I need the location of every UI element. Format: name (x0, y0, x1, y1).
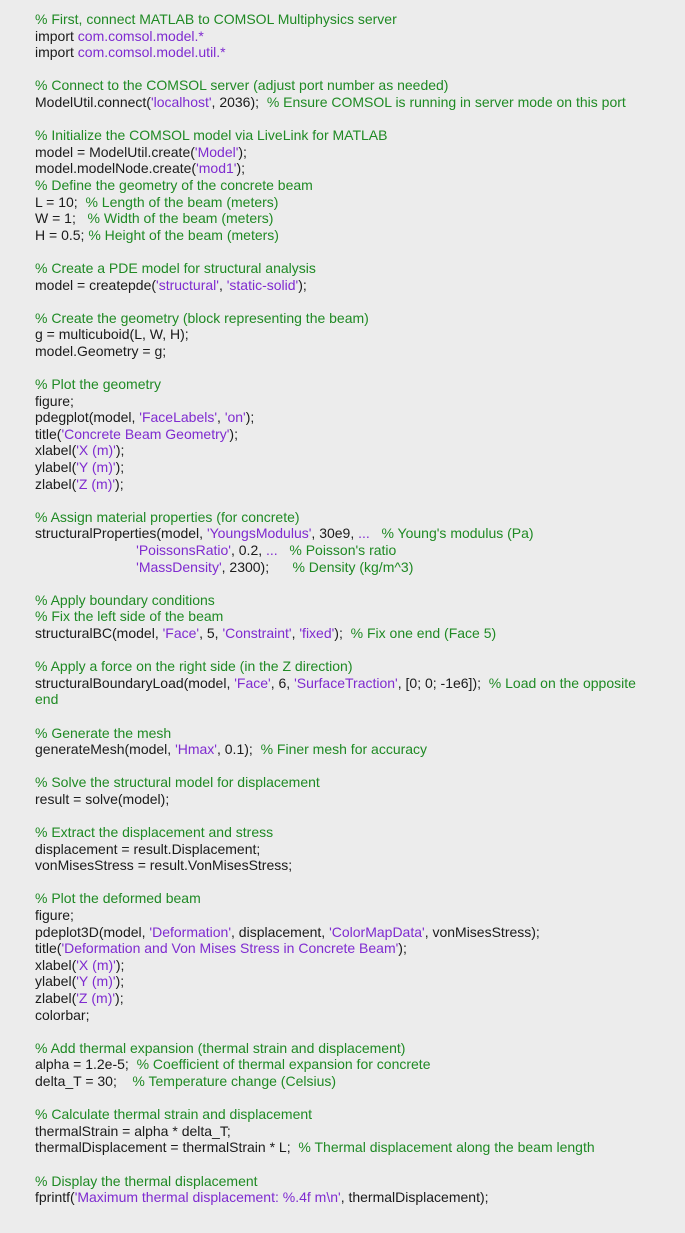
code-token: import (35, 44, 78, 61)
string-token: 'on' (224, 409, 246, 426)
comment-token: % Finer mesh for accuracy (260, 741, 428, 758)
code-line (35, 725, 685, 742)
blank-line (35, 808, 685, 825)
string-token: 'MassDensity' (136, 558, 222, 575)
comment-token: % Add thermal expansion (thermal strain and displacement) (35, 1039, 406, 1056)
code-line (35, 1173, 685, 1190)
string-token: 'X (m)' (76, 956, 116, 973)
code-line (35, 774, 685, 791)
blank-line (35, 492, 685, 509)
code-token: , 5, (199, 624, 223, 641)
string-token: 'Hmax' (175, 741, 217, 758)
code-line (35, 160, 685, 177)
string-token: com.comsol.model.util.* (77, 44, 226, 61)
comment-token: % Display the thermal displacement (35, 1172, 258, 1189)
code-line (35, 442, 685, 459)
code-line (35, 857, 685, 874)
code-line (35, 409, 685, 426)
code-line (35, 227, 685, 244)
string-token: 'structural' (156, 276, 219, 293)
code-line (35, 459, 685, 476)
string-token: ... (358, 525, 370, 542)
code-token: model = createpde( (35, 276, 157, 293)
code-line (35, 559, 685, 576)
code-token: ); (115, 475, 124, 492)
code-line (35, 824, 685, 841)
code-token: result = solve(model); (35, 790, 170, 807)
code-token: , [0; 0; -1e6]); (397, 674, 489, 691)
code-line (35, 907, 685, 924)
code-line (35, 177, 685, 194)
code-line (35, 1007, 685, 1024)
code-token: , 30e9, (311, 525, 359, 542)
code-line (35, 343, 685, 360)
code-line (35, 260, 685, 277)
comment-token: % Apply boundary conditions (35, 591, 215, 608)
comment-token: % Initialize the COMSOL model via LiveLink for MATLAB (35, 127, 388, 144)
code-token: ); (236, 160, 246, 177)
blank-line (35, 293, 685, 310)
comment-token: % Length of the beam (meters) (85, 193, 279, 210)
code-line (35, 691, 685, 708)
blank-line (35, 708, 685, 725)
code-token: , displacement, (231, 923, 330, 940)
code-token: pdeplot3D(model, (35, 923, 150, 940)
code-line (35, 1189, 685, 1206)
string-token: 'static-solid' (226, 276, 299, 293)
comment-token: % Temperature change (Celsius) (132, 1073, 337, 1089)
code-token: ylabel( (35, 973, 77, 990)
code-line (35, 310, 685, 327)
code-token: ); (398, 940, 407, 957)
string-token: 'Face' (162, 624, 200, 641)
comment-token: % Extract the displacement and stress (35, 824, 274, 841)
code-line (35, 924, 685, 941)
code-line (35, 28, 685, 45)
code-line (35, 841, 685, 858)
code-line (35, 426, 685, 443)
string-token: 'ColorMapData' (329, 923, 425, 940)
code-line (35, 376, 685, 393)
code-token: delta_T = 30; (35, 1073, 133, 1089)
string-token: 'localhost' (150, 93, 212, 110)
code-token: model = ModelUtil.create( (35, 143, 195, 160)
code-line (35, 675, 685, 692)
code-token: import (35, 27, 78, 44)
code-token: , (218, 276, 227, 293)
code-token: , 0.2, (230, 542, 267, 558)
code-line (35, 326, 685, 343)
code-token: , 2036); (211, 93, 267, 110)
code-line (35, 1040, 685, 1057)
string-token: ... (266, 542, 278, 558)
blank-line (35, 1090, 685, 1107)
blank-line (35, 1023, 685, 1040)
string-token: 'Y (m)' (76, 973, 116, 990)
comment-token: % Create a PDE model for structural analysis (35, 259, 316, 276)
code-token: , 0.1); (216, 741, 261, 758)
code-line (35, 277, 685, 294)
code-token: structuralBoundaryLoad(model, (35, 674, 235, 691)
code-token: generateMesh(model, (35, 741, 176, 758)
comment-token: end (35, 691, 59, 708)
comment-token: % Apply a force on the right side (in the Z direction) (35, 658, 353, 675)
code-token: figure; (35, 907, 74, 924)
code-token: pdegplot(model, (35, 409, 140, 426)
comment-token: % Width of the beam (meters) (87, 210, 274, 227)
comment-token: % Ensure COMSOL is running in server mode on this port (266, 93, 626, 110)
code-line (35, 592, 685, 609)
code-token: thermalDisplacement = thermalStrain * L; (35, 1139, 299, 1156)
string-token: 'Z (m)' (76, 990, 116, 1007)
string-token: 'SurfaceTraction' (294, 674, 398, 691)
code-line (35, 1073, 685, 1090)
code-token: colorbar; (35, 1006, 90, 1023)
code-line (35, 525, 685, 542)
code-token: title( (35, 425, 62, 442)
code-line (35, 393, 685, 410)
code-token: , vonMisesStress); (424, 923, 540, 940)
blank-line (35, 61, 685, 78)
blank-line (35, 243, 685, 260)
code-line (35, 77, 685, 94)
code-line (35, 973, 685, 990)
code-token: ); (245, 409, 255, 426)
code-line (35, 144, 685, 161)
code-token (35, 559, 136, 575)
code-line (35, 658, 685, 675)
code-token: zlabel( (35, 990, 77, 1007)
blank-line (35, 575, 685, 592)
string-token: 'mod1' (196, 160, 237, 177)
blank-line (35, 1156, 685, 1173)
string-token: 'Concrete Beam Geometry' (61, 425, 230, 442)
comment-token: % Poisson's ratio (289, 542, 397, 558)
code-token: ); (334, 624, 351, 641)
code-token: ); (115, 973, 125, 990)
code-line (35, 194, 685, 211)
code-token: fprintf( (35, 1189, 75, 1206)
string-token: 'Y (m)' (76, 459, 116, 476)
code-token (370, 525, 382, 541)
code-line (35, 1056, 685, 1073)
code-line (35, 542, 685, 559)
code-token (35, 542, 136, 558)
comment-token: % Load on the opposite (488, 674, 636, 691)
string-token: 'Maximum thermal displacement: %.4f m\n' (74, 1189, 341, 1206)
comment-token: % Assign material properties (for concrete) (35, 508, 300, 525)
code-line (35, 791, 685, 808)
code-line (35, 44, 685, 61)
blank-line (35, 111, 685, 128)
string-token: 'X (m)' (76, 442, 116, 459)
code-token: structuralBC(model, (35, 624, 163, 641)
code-token: figure; (35, 392, 74, 409)
code-line (35, 608, 685, 625)
code-token: W = 1; (35, 210, 88, 227)
comment-token: % Height of the beam (meters) (88, 226, 279, 243)
comment-token: % Generate the mesh (35, 724, 172, 741)
code-line (35, 940, 685, 957)
code-token: ); (115, 956, 125, 973)
code-token: , 6, (270, 674, 295, 691)
code-token: H = 0.5; (35, 226, 89, 243)
code-token: displacement = result.Displacement; (35, 840, 261, 857)
code-line (35, 509, 685, 526)
code-line (35, 210, 685, 227)
code-token: g = multicuboid(L, W, H); (35, 326, 189, 343)
code-token: ModelUtil.connect( (35, 93, 151, 110)
code-line (35, 957, 685, 974)
code-token: vonMisesStress = result.VonMisesStress; (35, 857, 293, 874)
string-token: 'Deformation and Von Mises Stress in Concrete Beam' (61, 940, 399, 957)
comment-token: % Calculate thermal strain and displacement (35, 1106, 313, 1123)
code-token: ); (229, 425, 238, 442)
string-token: 'Deformation' (149, 923, 232, 940)
code-token: structuralProperties(model, (35, 525, 207, 542)
code-line (35, 1123, 685, 1140)
string-token: 'Z (m)' (76, 475, 116, 492)
code-token: L = 10; (35, 193, 86, 210)
comment-token: % Plot the geometry (35, 376, 162, 393)
string-token: 'Model' (194, 143, 239, 160)
comment-token: % Fix one end (Face 5) (350, 624, 497, 641)
code-token: zlabel( (35, 475, 77, 492)
code-line (35, 741, 685, 758)
string-token: 'YoungsModulus' (206, 525, 312, 542)
string-token: 'FaceLabels' (139, 409, 218, 426)
comment-token: % Plot the deformed beam (35, 890, 201, 907)
code-line (35, 94, 685, 111)
code-line (35, 1106, 685, 1123)
code-line (35, 127, 685, 144)
comment-token: % Coefficient of thermal expansion for concrete (136, 1056, 431, 1073)
comment-token: % Density (kg/m^3) (292, 558, 414, 575)
code-token: model.modelNode.create( (35, 160, 197, 177)
code-token: ylabel( (35, 459, 77, 476)
code-token: , (217, 409, 225, 426)
blank-line (35, 642, 685, 659)
code-token: alpha = 1.2e-5; (35, 1056, 137, 1073)
comment-token: % First, connect MATLAB to COMSOL Multiphysics server (35, 11, 397, 27)
code-line (35, 1139, 685, 1156)
code-token: xlabel( (35, 442, 77, 459)
code-line (35, 990, 685, 1007)
code-token: ); (115, 442, 125, 459)
code-token: ); (115, 990, 124, 1007)
string-token: 'PoissonsRatio' (136, 542, 231, 558)
code-token: xlabel( (35, 956, 77, 973)
code-line (35, 11, 685, 28)
code-token: ); (298, 276, 307, 293)
code-token: title( (35, 940, 62, 957)
comment-token: % Solve the structural model for displacement (35, 774, 320, 791)
string-token: 'Face' (234, 674, 271, 691)
comment-token: % Create the geometry (block representing the beam) (35, 309, 369, 326)
code-line (35, 625, 685, 642)
blank-line (35, 758, 685, 775)
comment-token: % Young's modulus (Pa) (381, 525, 534, 542)
code-token: , 2300); (221, 558, 293, 575)
code-token: ); (115, 459, 125, 476)
blank-line (35, 874, 685, 891)
comment-token: % Thermal displacement along the beam length (298, 1139, 595, 1156)
string-token: 'Constraint' (222, 624, 292, 641)
code-token (278, 542, 290, 558)
comment-token: % Connect to the COMSOL server (adjust port number as needed) (35, 77, 449, 94)
comment-token: % Fix the left side of the beam (35, 608, 224, 625)
blank-line (35, 359, 685, 376)
code-line (35, 476, 685, 493)
code-line (35, 890, 685, 907)
code-token: , (291, 624, 300, 641)
code-token: thermalStrain = alpha * delta_T; (35, 1122, 231, 1139)
string-token: com.comsol.model.* (77, 27, 204, 44)
code-token: ); (238, 143, 247, 160)
code-token: model.Geometry = g; (35, 342, 167, 359)
string-token: 'fixed' (299, 624, 335, 641)
comment-token: % Define the geometry of the concrete beam (35, 176, 313, 193)
code-token: , thermalDisplacement); (340, 1189, 489, 1206)
